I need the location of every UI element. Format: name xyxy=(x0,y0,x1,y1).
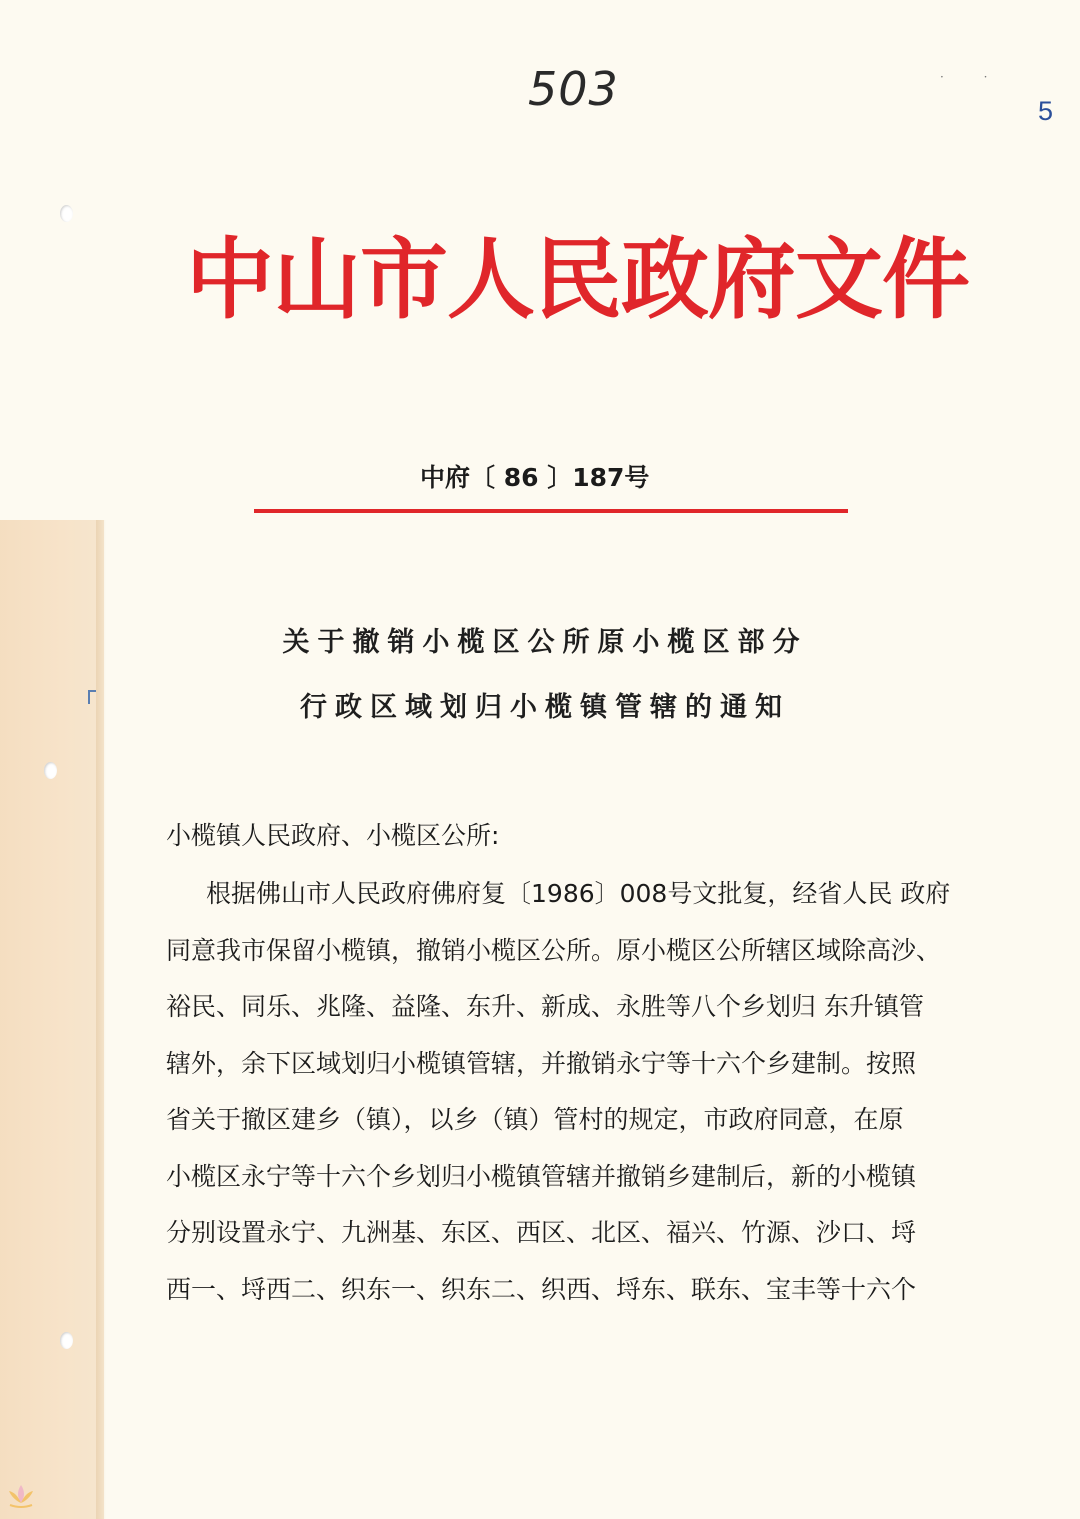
body-line: 省关于撤区建乡（镇），以乡（镇）管村的规定，市政府同意，在原 xyxy=(166,1105,904,1134)
document-header-title: 中山市人民政府文件 xyxy=(186,228,970,331)
punch-hole xyxy=(60,205,73,222)
paper-stain-edge xyxy=(96,520,106,1519)
punch-hole xyxy=(60,1332,73,1349)
notice-title-line-1: 关于撤销小榄区公所原小榄区部分 xyxy=(282,627,808,658)
body-line: 小榄区永宁等十六个乡划归小榄镇管辖并撤销乡建制后，新的小榄镇 xyxy=(166,1161,917,1191)
body-line: 分别设置永宁、九洲基、东区、西区、北区、福兴、竹源、沙口、埒 xyxy=(166,1218,917,1247)
body-line: 同意我市保留小榄镇，撤销小榄区公所。原小榄区公所辖区域除高沙、 xyxy=(166,935,942,965)
body-text xyxy=(166,866,970,1318)
punch-hole xyxy=(44,762,57,779)
recipient-line: 小榄镇人民政府、小榄区公所: xyxy=(166,821,500,850)
margin-mark xyxy=(88,690,96,704)
red-divider-line xyxy=(254,509,848,513)
paper-stain xyxy=(0,520,104,1519)
page-number: 5 xyxy=(1038,96,1054,126)
lotus-icon xyxy=(6,1481,36,1511)
body-line: 西一、埒西二、织东一、织东二、织西、埒东、联东、宝丰等十六个 xyxy=(166,1274,917,1304)
document-number: 中府〔 86 〕187号 xyxy=(420,463,650,492)
body-line: 根据佛山市人民政府佛府复〔1986〕008号文批复，经省人民 政府 xyxy=(206,879,951,908)
handwritten-archive-number: 503 xyxy=(528,62,619,116)
body-line: 辖外，余下区域划归小榄镇管辖，并撤销永宁等十六个乡建制。按照 xyxy=(166,1048,917,1078)
notice-title-line-2: 行政区域划归小榄镇管辖的通知 xyxy=(300,692,790,723)
speck-marks: · · xyxy=(940,70,1006,84)
body-line: 裕民、同乐、兆隆、益隆、东升、新成、永胜等八个乡划归 东升镇管 xyxy=(166,992,924,1021)
